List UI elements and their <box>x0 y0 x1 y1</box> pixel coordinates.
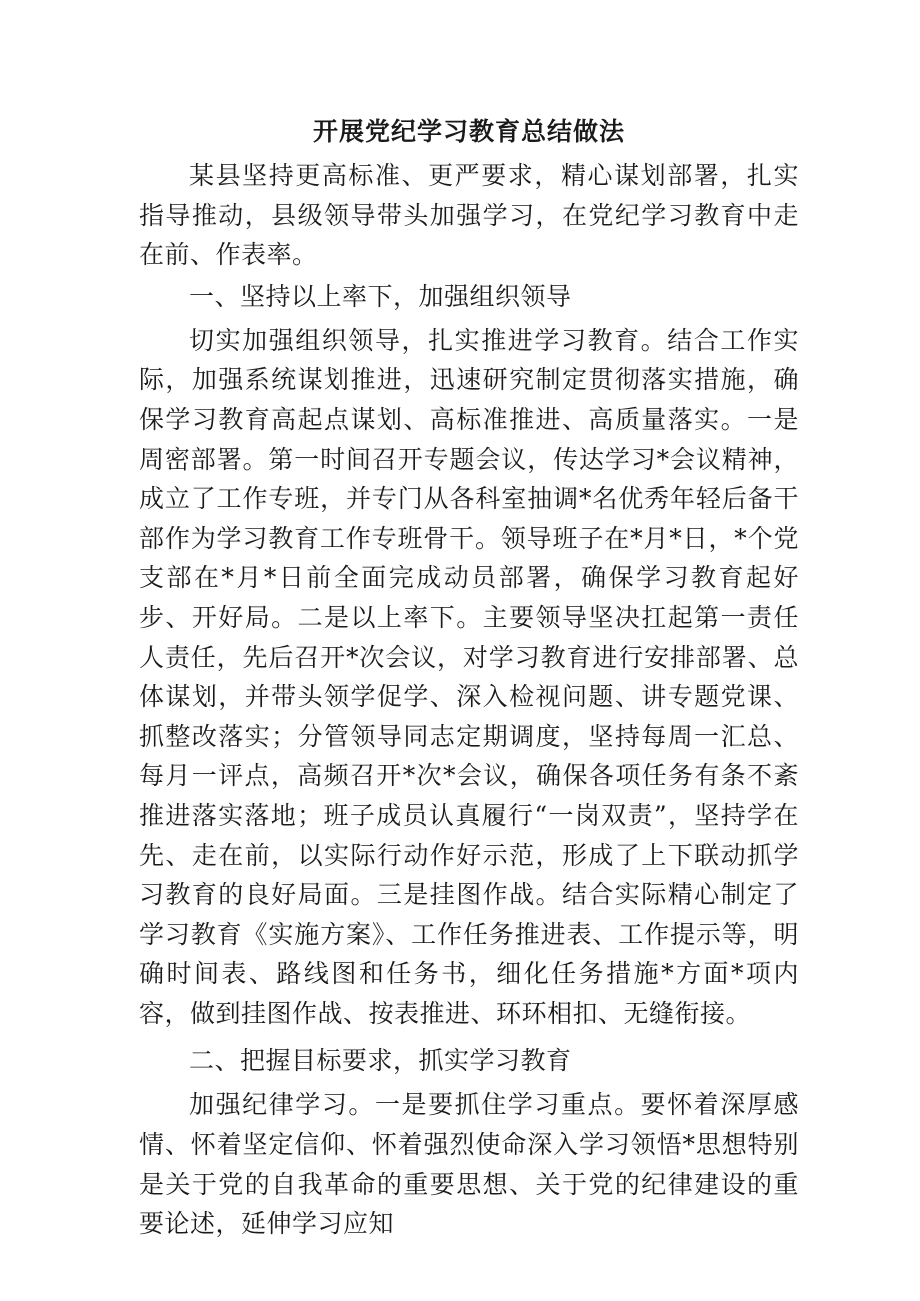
document-title: 开展党纪学习教育总结做法 <box>312 117 625 146</box>
section-body-1: 切实加强组织领导，扎实推进学习教育。结合工作实际，加强系统谋划推进，迅速研究制定贯彻落实措施，确保学习教育高起点谋划、高标准推进、高质量落实。一是周密部署。第一时间召开专题会议，传达学习*会议精神，成立了工作专班，并专门从各科室抽调*名优秀年轻后备干部作为学习教育工作专班骨干。领导班子在*月*日，*个党支部在*月*日前全面完成动员部署，确保学习教育起好步、开好局。二是以上率下。主要领导坚决扛起第一责任人责任，先后召开*次会议，对学习教育进行安排部署、总体谋划，并带头领学促学、深入检视问题、讲专题党课、抓整改落实；分管领导同志定期调度，坚持每周一汇总、每月一评点，高频召开*次*会议，确保各项任务有条不紊推进落实落地；班子成员认真履行“一岗双责”，坚持学在先、走在前，以实际行动作好示范，形成了上下联动抓学习教育的良好局面。三是挂图作战。结合实际精心制定了学习教育《实施方案》、工作任务推进表、工作提示等，明确时间表、路线图和任务书，细化任务措施*方面*项内容，做到挂图作战、按表推进、环环相扣、无缝衔接。 <box>139 325 799 1028</box>
intro-paragraph: 某县坚持更高标准、更严要求，精心谋划部署，扎实指导推动，县级领导带头加强学习，在党纪学习教育中走在前、作表率。 <box>139 161 799 270</box>
document-content <box>139 114 799 1244</box>
section-heading-2: 二、把握目标要求，抓实学习教育 <box>189 1046 572 1076</box>
section-body-2: 加强纪律学习。一是要抓住学习重点。要怀着深厚感情、怀着坚定信仰、怀着强烈使命深入学习领悟*思想特别是关于党的自我革命的重要思想、关于党的纪律建设的重要论述，延伸学习应知 <box>139 1090 799 1239</box>
section-heading-1: 一、坚持以上率下，加强组织领导 <box>189 281 572 311</box>
